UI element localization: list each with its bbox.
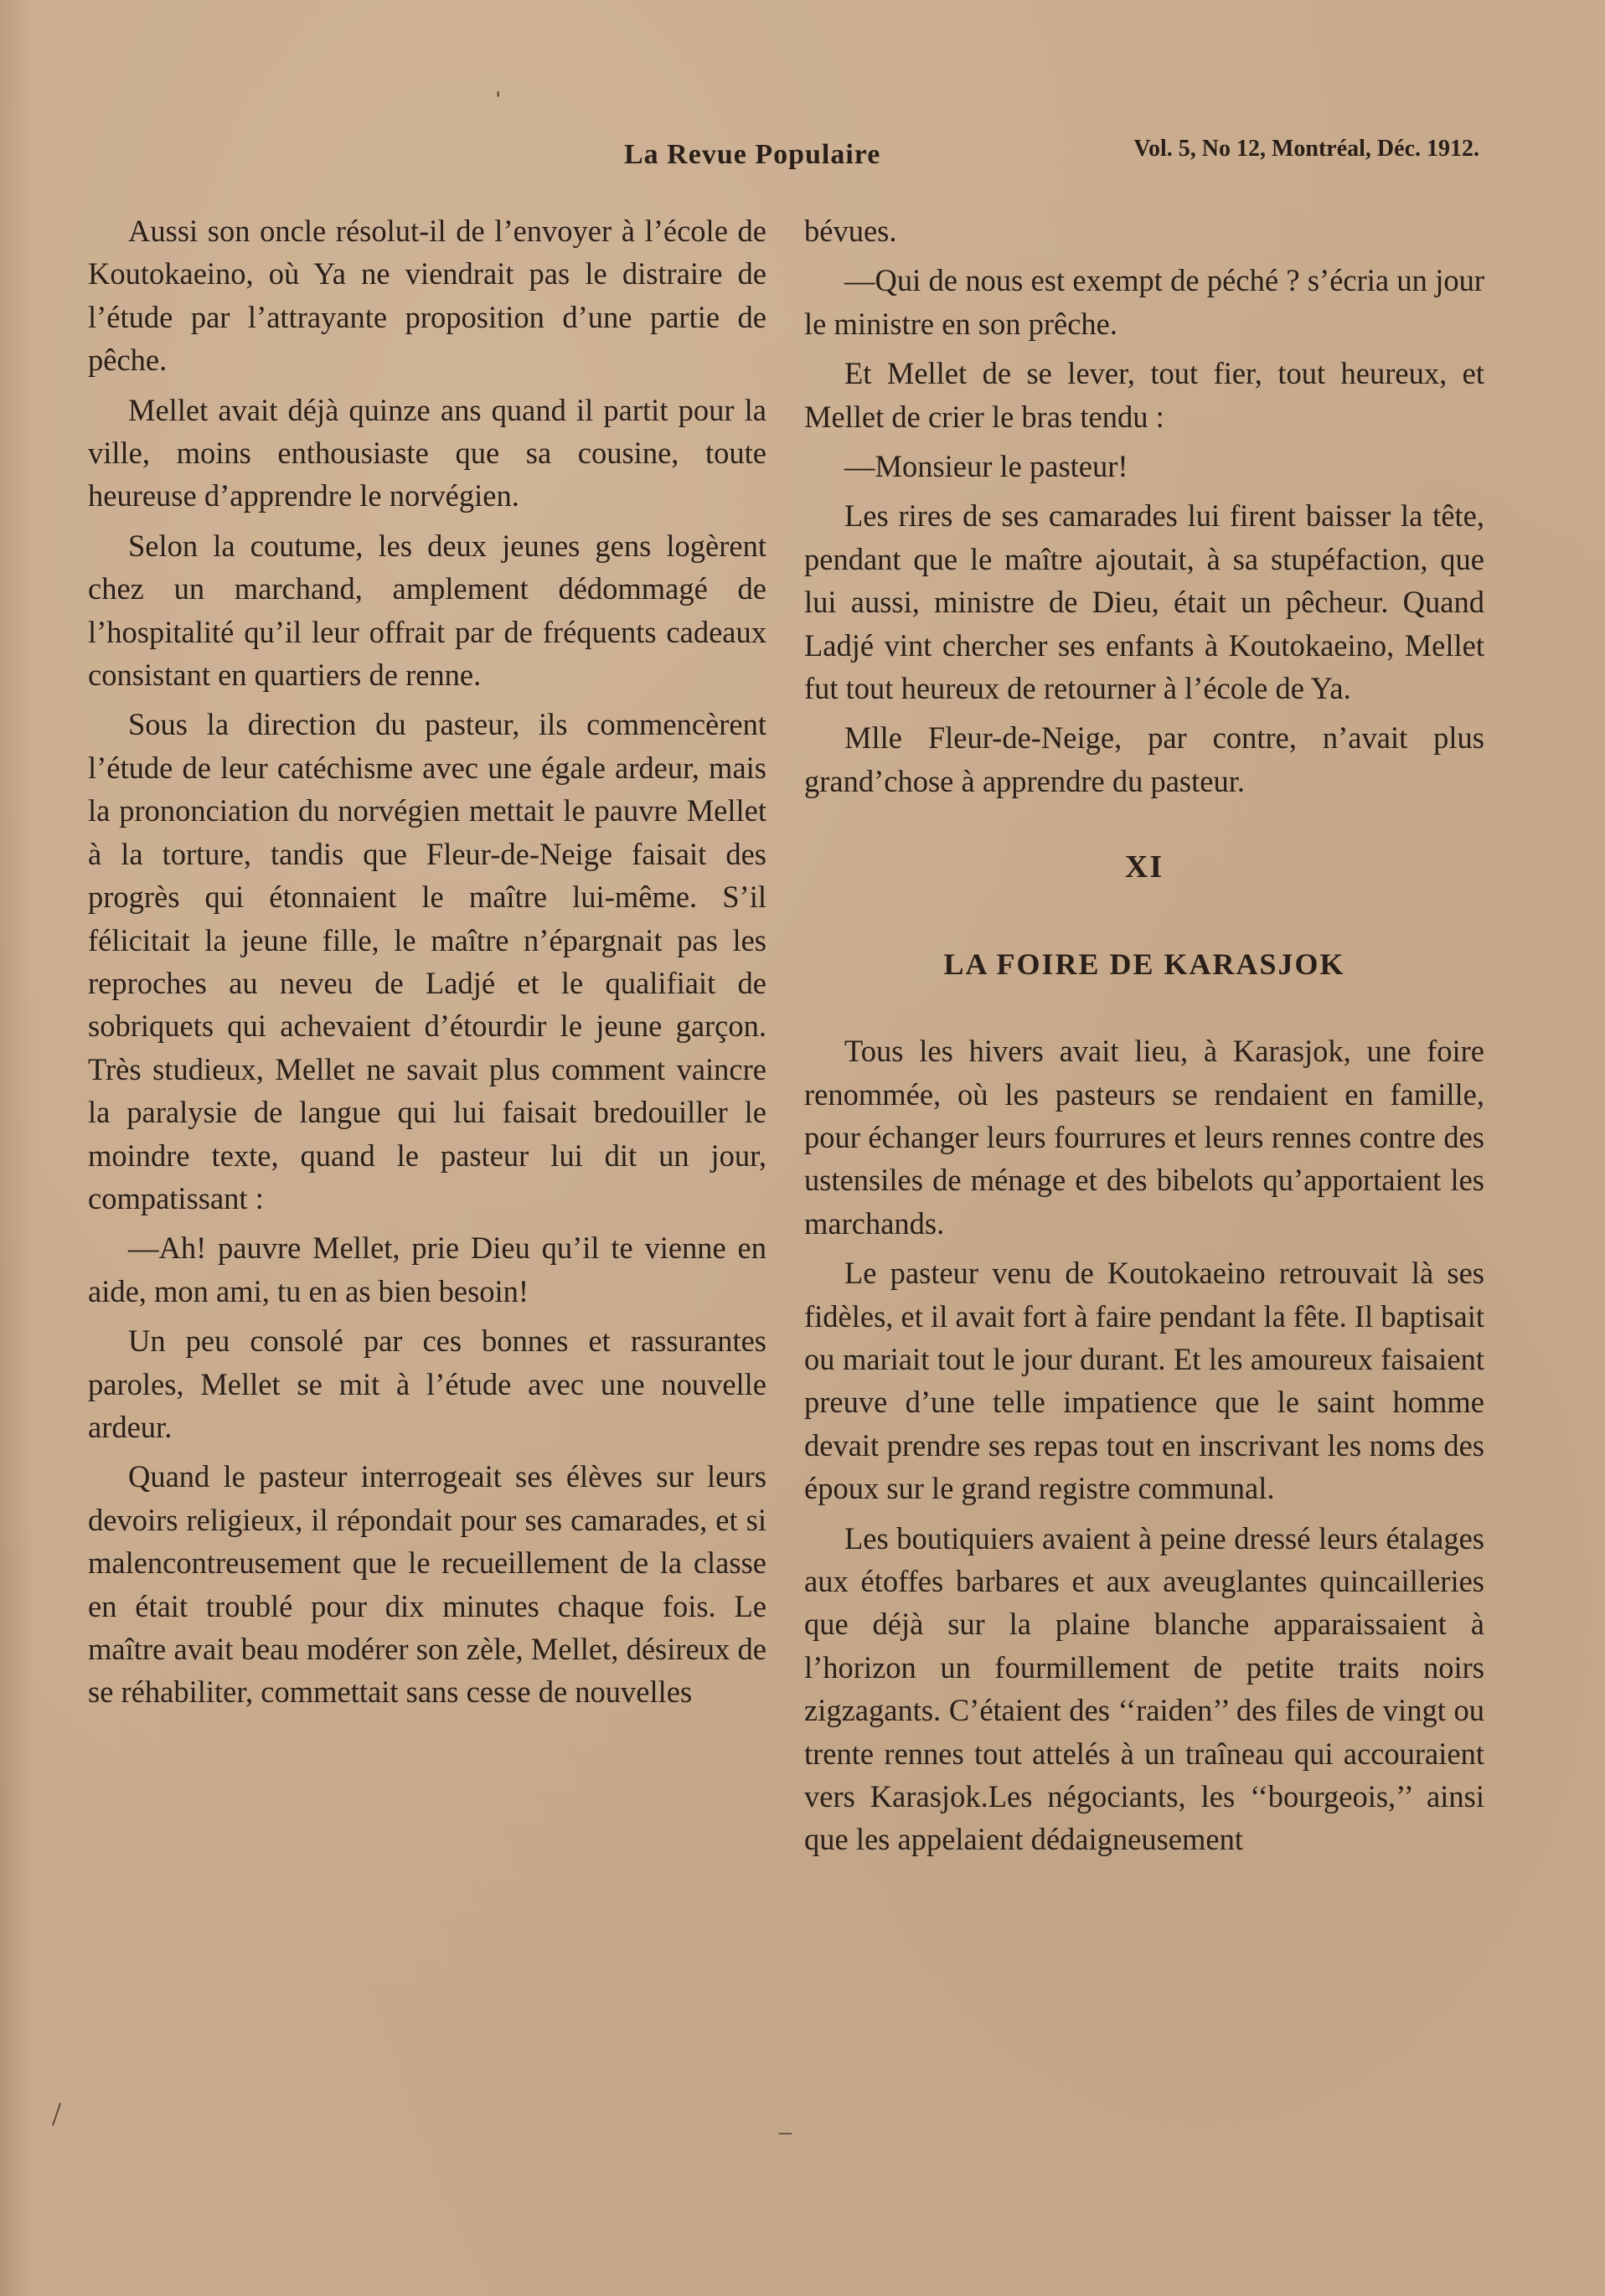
paragraph: Le pasteur venu de Koutokaeino retrouvait là ses fidèles, et il avait fort à faire pendant la fête. Il baptisait ou mariait tout le jour durant. Et les amoureux faisaient preuve d’une telle impatience que le saint homme devait prendre ses repas tout en inscrivant les noms des époux sur le grand registre communal.	[804, 1256, 1484, 1506]
ink-speck: ˈ	[493, 85, 504, 122]
paragraph: Mellet avait déjà quinze ans quand il partit pour la ville, moins enthousiaste que sa cousine, toute heureuse d’apprendre le norvégien.	[88, 392, 766, 513]
paragraph: —Ah! pauvre Mellet, prie Dieu qu’il te vienne en aide, mon ami, tu en as bien besoin!	[88, 1231, 766, 1308]
paragraph: Un peu consolé par ces bonnes et rassurantes paroles, Mellet se mit à l’étude avec une nouvelle ardeur.	[88, 1323, 766, 1444]
paragraph: Tous les hivers avait lieu, à Karasjok, une foire renommée, où les pasteurs se rendaient en famille, pour échanger leurs fourrures et leurs rennes contre des ustensiles de ménage et des bibelots qu’apportaient les marchands.	[804, 1034, 1484, 1241]
section-title: LA FOIRE DE KARASJOK	[943, 947, 1345, 981]
paragraph: Sous la direction du pasteur, ils commencèrent l’étude de leur catéchisme avec une égale ardeur, mais la prononciation du norvégien mettait le pauvre Mellet à la torture, tandis que Fleur-de-Neige faisait des progrès qui étonnaient le maître lui-même. S’il félicitait la jeune fille, le maître n’épargnait pas les reproches au neveu de Ladjé et le qualifiait de sobriquets qui achevaient d’étourdir le jeune garçon. Très studieux, Mellet ne savait plus comment vaincre la paralysie de langue qui lui faisait bredouiller le moindre texte, quand le pasteur lui dit un jour, compatissant :	[88, 707, 766, 1215]
paragraph: Et Mellet de se lever, tout fier, tout heureux, et Mellet de crier le bras tendu :	[804, 356, 1484, 434]
paragraph: Aussi son oncle résolut-il de l’envoyer à l’école de Koutokaeino, où Ya ne viendrait pas le distraire de l’étude par l’attrayante proposition d’une partie de pêche.	[88, 214, 766, 378]
pencil-mark: /	[52, 2095, 62, 2133]
paragraph: —Qui de nous est exempt de péché ? s’écria un jour le ministre en son prêche.	[804, 263, 1484, 341]
magazine-title: La Revue Populaire	[624, 139, 881, 170]
page-folio: –	[779, 2118, 792, 2145]
page-header	[0, 134, 1605, 176]
paragraph: Mlle Fleur-de-Neige, par contre, n’avait plus grand’chose à apprendre du pasteur.	[804, 720, 1484, 798]
paragraph: Les rires de ses camarades lui firent baisser la tête, pendant que le maître ajoutait, à sa stupéfaction, que lui aussi, ministre de Dieu, était un pêcheur. Quand Ladjé vint chercher ses enfants à Koutokaeino, Mellet fut tout heureux de retourner à l’école de Ya.	[804, 498, 1484, 706]
issue-info: Vol. 5, No 12, Montréal, Déc. 1912.	[1133, 136, 1479, 162]
left-column	[88, 209, 766, 1721]
right-column	[804, 209, 1484, 1868]
paragraph: Quand le pasteur interrogeait ses élèves sur leurs devoirs religieux, il répondait pour ses camarades, et si malencontreusement que le recueillement de la classe en était troublé pour dix minutes chaque fois. Le maître avait beau modérer son zèle, Mellet, désireux de se réhabiliter, commettait sans cesse de nouvelles	[88, 1459, 766, 1710]
paragraph: —Monsieur le pasteur!	[844, 449, 1128, 484]
paragraph: Selon la coutume, les deux jeunes gens logèrent chez un marchand, amplement dédommagé de l’hospitalité qu’il leur offrait par de fréquents cadeaux consistant en quartiers de renne.	[88, 528, 766, 693]
paragraph: bévues.	[804, 214, 897, 248]
paragraph: Les boutiquiers avaient à peine dressé leurs étalages aux étoffes barbares et aux aveuglantes quincailleries que déjà sur la plaine blanche apparaissaient à l’horizon un fourmillement de petite traits noirs zigzagants. C’étaient des ‘‘raiden’’ des files de vingt ou trente rennes tout attelés à un traîneau qui accouraient vers Karasjok.Les négociants, les ‘‘bourgeois,’’ ainsi que les appelaient dédaigneusement	[804, 1520, 1484, 1857]
section-number: XI	[1124, 849, 1164, 885]
